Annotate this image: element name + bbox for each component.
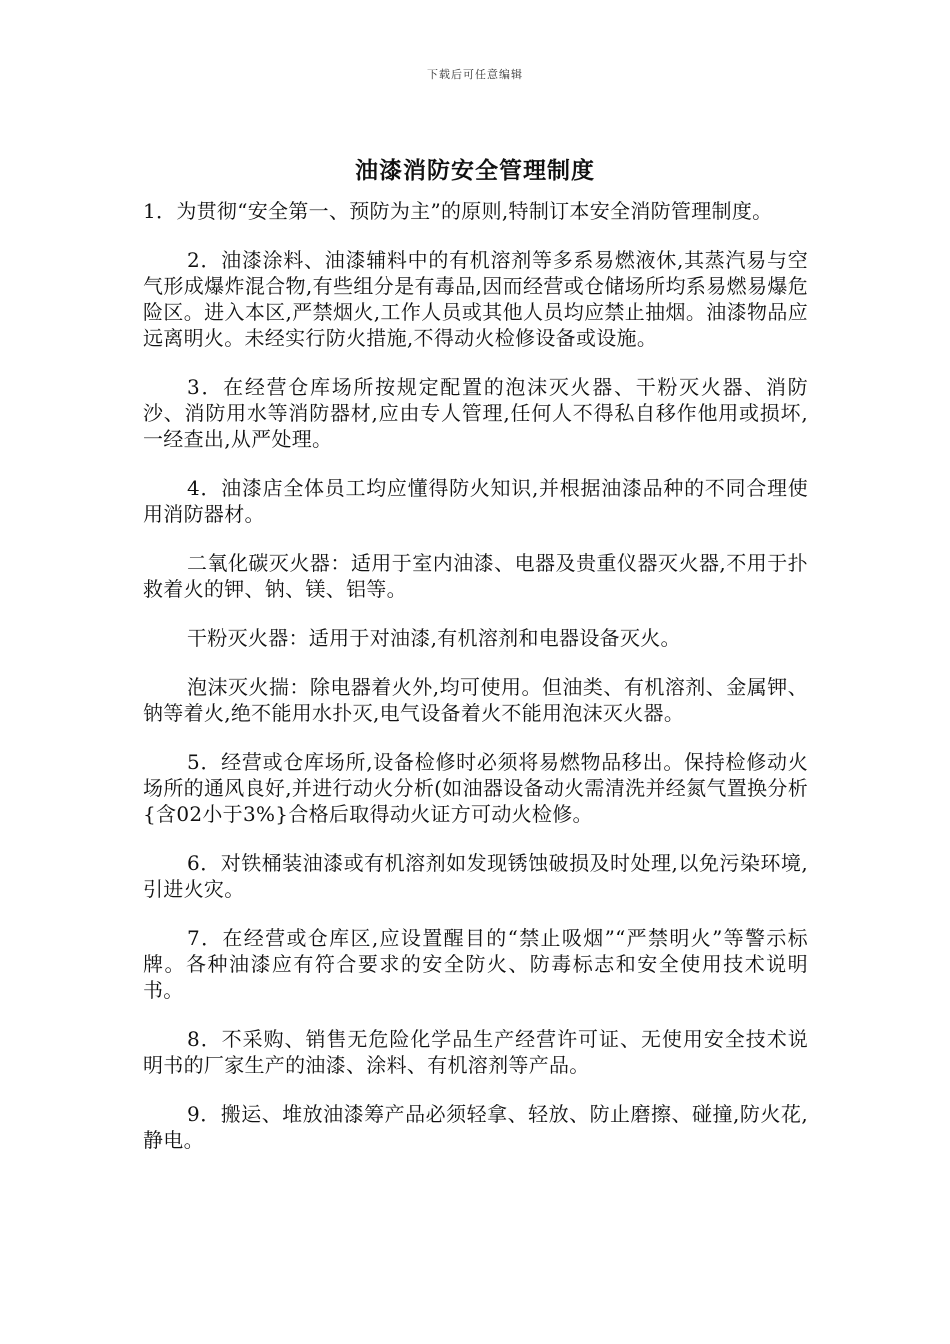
document-body: [143, 198, 808, 1176]
document-title: 油漆消防安全管理制度: [355, 157, 595, 184]
paragraph-3: 3．在经营仓库场所按规定配置的泡沫灭火器、干粉灭火器、消防沙、消防用水等消防器材,应由专人管理,任何人不得私自移作他用或损坏,一经查出,从严处理。: [143, 375, 808, 451]
paragraph-foam-extinguisher: 泡沫灭火揣：除电器着火外,均可使用。但油类、有机溶剂、金属钾、钠等着火,绝不能用水扑灭,电气设备着火不能用泡沫灭火器。: [143, 675, 808, 725]
paragraph-1: 1．为贯彻“安全第一、预防为主”的原则,特制订本安全消防管理制度。: [143, 199, 773, 223]
paragraph-5: 5．经营或仓库场所,设备检修时必须将易燃物品移出。保持检修动火场所的通风良好,并进行动火分析(如油器设备动火需清洗并经氮气置换分析{含02小于3%}合格后取得动火证方可动火检修。: [143, 750, 808, 826]
paragraph-co2-extinguisher: 二氧化碳灭火器：适用于室内油漆、电器及贵重仪器灭火器,不用于扑救着火的钾、钠、镁、铝等。: [143, 551, 808, 601]
paragraph-9: 9．搬运、堆放油漆筹产品必须轻拿、轻放、防止磨擦、碰撞,防火花,静电。: [143, 1102, 808, 1152]
paragraph-6: 6．对铁桶装油漆或有机溶剂如发现锈蚀破损及时处理,以免污染环境,引进火灾。: [143, 851, 808, 901]
paragraph-powder-extinguisher: 干粉灭火器：适用于对油漆,有机溶剂和电器设备灭火。: [187, 626, 681, 650]
paragraph-4: 4．油漆店全体员工均应懂得防火知识,并根据油漆品种的不同合理使用消防器材。: [143, 476, 808, 526]
paragraph-7: 7．在经营或仓库区,应设置醒目的“禁止吸烟”“严禁明火”等警示标牌。各种油漆应有符合要求的安全防火、防毒标志和安全使用技术说明书。: [143, 926, 808, 1002]
paragraph-8: 8．不采购、销售无危险化学品生产经营许可证、无使用安全技术说明书的厂家生产的油漆、涂料、有机溶剂等产品。: [143, 1027, 808, 1077]
paragraph-2: 2．油漆涂料、油漆辅料中的有机溶剂等多系易燃液休,其蒸汽易与空气形成爆炸混合物,有些组分是有毒品,因而经营或仓储场所均系易燃易爆危险区。进入本区,严禁烟火,工作人员或其他人员均应禁止抽烟。油漆物品应远离明火。未经实行防火措施,不得动火检修设备或设施。: [143, 248, 808, 350]
header-note: 下载后可任意编辑: [427, 68, 523, 81]
